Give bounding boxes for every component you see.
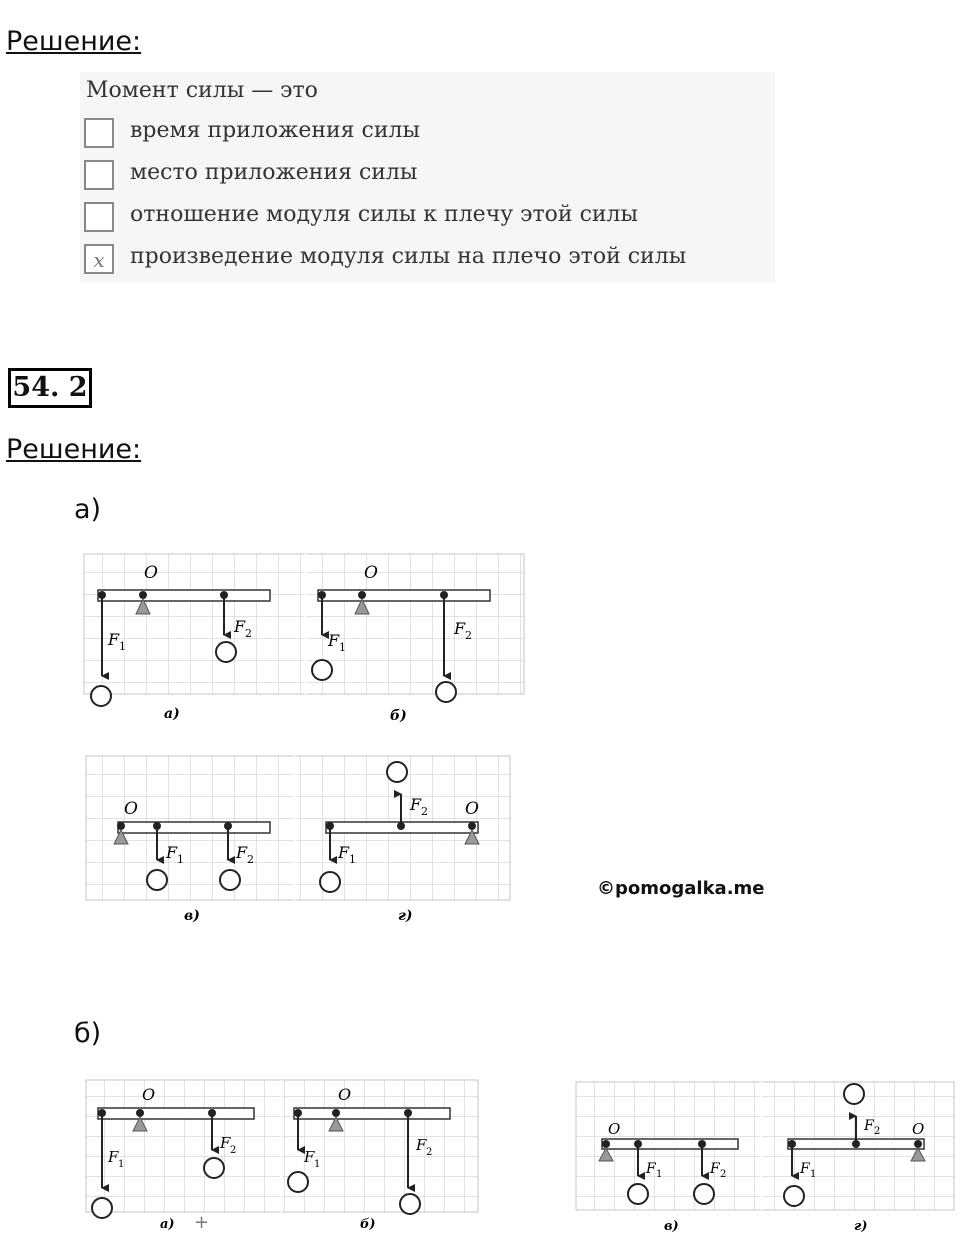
force-2-subscript: 2 — [874, 1126, 881, 1137]
caption-g: г) — [854, 1219, 868, 1234]
option-2-label: место приложения силы — [130, 160, 418, 185]
option-1-label: время приложения силы — [130, 118, 421, 143]
option-4-checkbox[interactable]: x — [84, 244, 114, 274]
force-2-label: F — [234, 617, 246, 636]
force-1-label: F — [646, 1161, 656, 1177]
solution-heading-1: Решение: — [6, 26, 142, 57]
quiz-title: Момент силы — это — [86, 78, 318, 103]
task-number: 54. 2 — [8, 368, 92, 408]
force-1-label: F — [166, 843, 178, 862]
pivot-label: O — [465, 799, 479, 819]
force-2-label: F — [454, 619, 466, 638]
force-2-label: F — [220, 1134, 231, 1152]
option-2-checkbox[interactable] — [84, 160, 114, 190]
quiz-block — [80, 72, 775, 282]
figure-a-bottom — [80, 752, 530, 932]
caption-v: в) — [664, 1219, 679, 1234]
caption-a: а) — [164, 706, 180, 722]
force-1-label: F — [338, 843, 350, 862]
force-2-subscript: 2 — [247, 853, 254, 866]
pivot-label: O — [912, 1120, 925, 1138]
pivot-label: O — [124, 799, 138, 819]
force-2-subscript: 2 — [426, 1147, 433, 1158]
force-1-label: F — [328, 631, 340, 650]
force-1-label: F — [108, 630, 120, 649]
force-1-label: F — [108, 1148, 119, 1166]
force-1-subscript: 1 — [810, 1169, 817, 1180]
force-2-subscript: 2 — [465, 629, 472, 642]
force-1-subscript: 1 — [118, 1159, 125, 1170]
force-1-subscript: 1 — [339, 641, 346, 654]
force-2-subscript: 2 — [720, 1169, 727, 1180]
pivot-label: O — [142, 1085, 156, 1104]
watermark: ©pomogalka.me — [597, 878, 765, 899]
force-1-subscript: 1 — [656, 1169, 663, 1180]
pivot-label: O — [144, 563, 158, 583]
option-3 — [84, 200, 774, 234]
pivot-label: O — [608, 1120, 621, 1138]
caption-b: б) — [390, 708, 407, 724]
option-4 — [84, 242, 774, 276]
force-1-subscript: 1 — [314, 1159, 321, 1170]
force-2-subscript: 2 — [421, 805, 428, 818]
pivot-label: O — [364, 563, 378, 583]
part-a-label: а) — [74, 494, 102, 525]
force-1-subscript: 1 — [119, 640, 126, 653]
caption-v: в) — [184, 908, 200, 924]
figure-b-left — [84, 1076, 484, 1236]
plus-mark: + — [194, 1212, 210, 1233]
figure-a-top — [80, 550, 530, 730]
option-3-label: отношение модуля силы к плечу этой силы — [130, 202, 639, 227]
force-2-subscript: 2 — [245, 627, 252, 640]
force-2-label: F — [236, 843, 248, 862]
force-1-subscript: 1 — [349, 853, 356, 866]
option-4-label: произведение модуля силы на плечо этой силы — [130, 244, 687, 269]
caption-b: б) — [360, 1217, 376, 1232]
option-1-checkbox[interactable] — [84, 118, 114, 148]
force-2-label: F — [416, 1136, 427, 1154]
caption-g: г) — [398, 908, 413, 924]
figure-b-right — [574, 1076, 958, 1236]
force-2-label: F — [410, 795, 422, 814]
force-2-subscript: 2 — [230, 1145, 237, 1156]
force-1-label: F — [304, 1148, 315, 1166]
force-1-label: F — [800, 1161, 810, 1177]
part-b-label: б) — [74, 1018, 102, 1049]
caption-a: а) — [160, 1217, 175, 1232]
option-1 — [84, 116, 774, 150]
option-3-checkbox[interactable] — [84, 202, 114, 232]
force-2-label: F — [864, 1118, 874, 1134]
option-2 — [84, 158, 774, 192]
force-2-label: F — [710, 1161, 720, 1177]
force-1-subscript: 1 — [177, 853, 184, 866]
solution-heading-2: Решение: — [6, 434, 142, 465]
pivot-label: O — [338, 1085, 352, 1104]
